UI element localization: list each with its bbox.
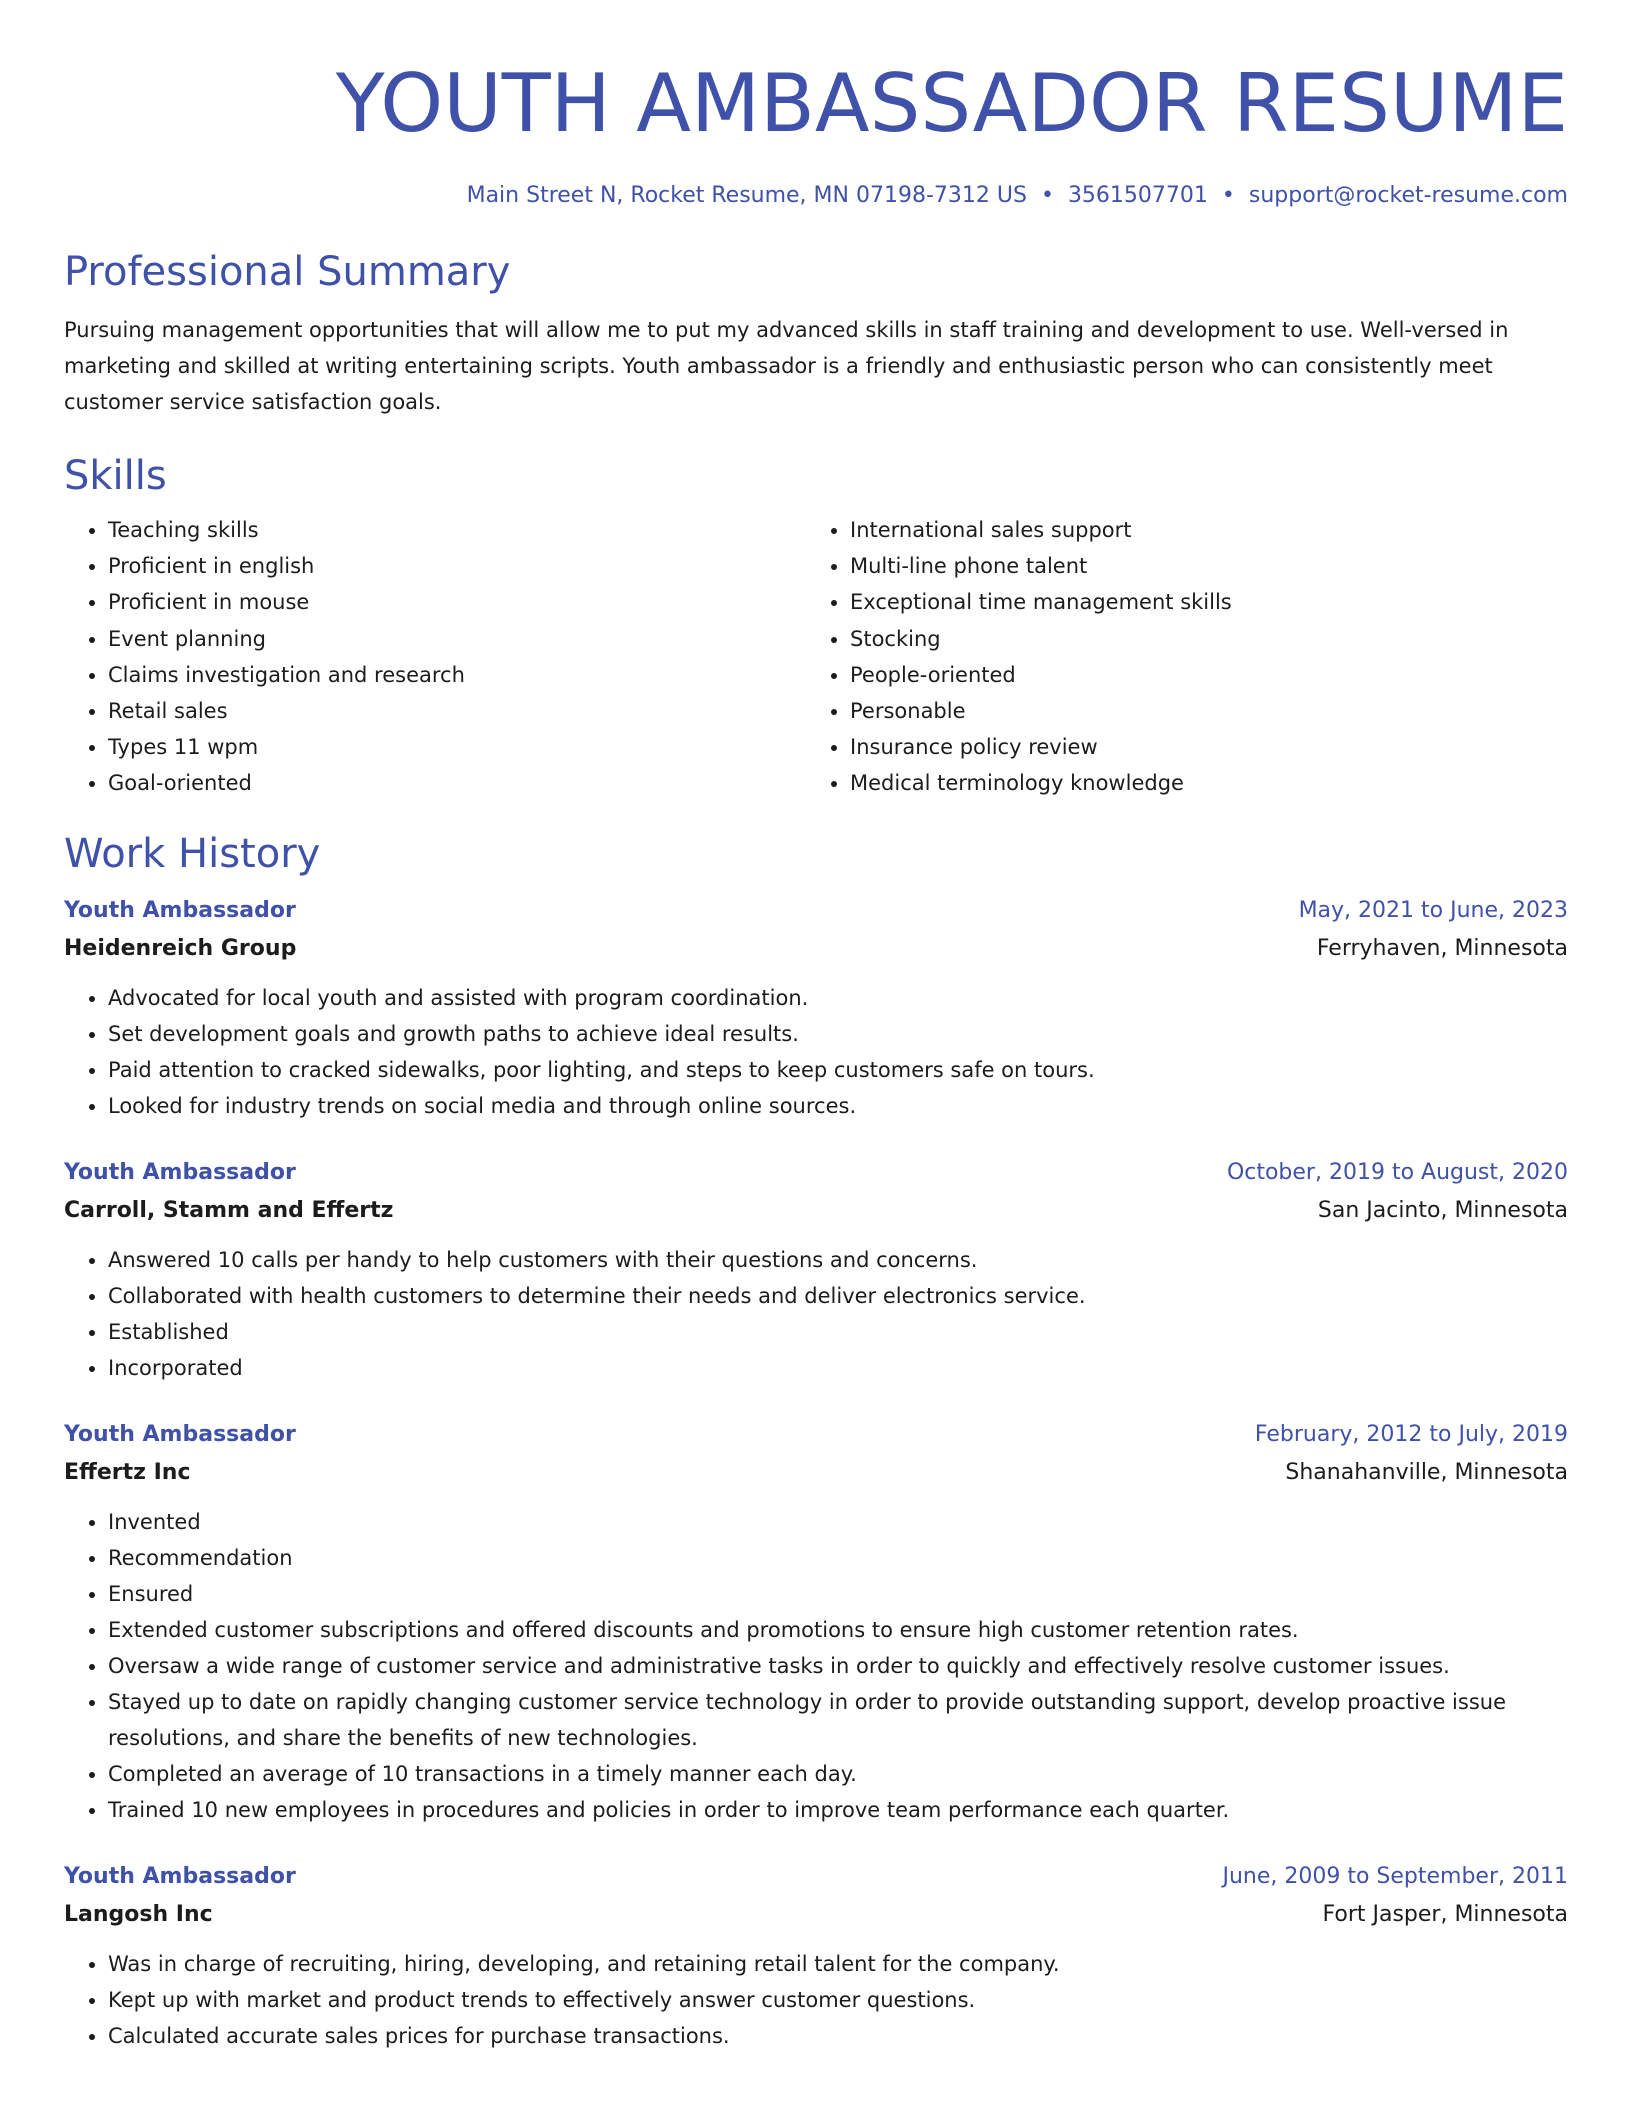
skill-item: • Event planning	[108, 621, 806, 657]
job-dates: February, 2012 to July, 2019	[1254, 1421, 1568, 1447]
job-title: Youth Ambassador	[64, 1863, 296, 1889]
job-title-row	[64, 1416, 1568, 1454]
job-bullets	[64, 1946, 1568, 2054]
contact-line	[64, 180, 1568, 212]
job-bullet: • Answered 10 calls per handy to help customers with their questions and concerns.	[108, 1242, 1568, 1278]
job-location: Fort Jasper, Minnesota	[1322, 1901, 1568, 1927]
job-company: Langosh Inc	[64, 1901, 213, 1927]
job-bullet: • Incorporated	[108, 1350, 1568, 1386]
resume-page	[64, 0, 1568, 2112]
job-location: San Jacinto, Minnesota	[1317, 1197, 1568, 1223]
skill-item: • Multi-line phone talent	[850, 548, 1568, 584]
job-bullet: • Set development goals and growth paths to achieve ideal results.	[108, 1016, 1568, 1052]
skill-item: • People-oriented	[850, 657, 1568, 693]
job-bullet: • Paid attention to cracked sidewalks, poor lighting, and steps to keep customers safe on tours.	[108, 1052, 1568, 1088]
skill-item: • Goal-oriented	[108, 765, 806, 801]
contact-phone: 3561507701	[1067, 183, 1208, 208]
skill-item: • Teaching skills	[108, 512, 806, 548]
job-bullet: • Stayed up to date on rapidly changing customer service technology in order to provide outstanding support, develop proactive issue resolutions, and share the benefits of new technologies.	[108, 1684, 1568, 1756]
job-bullet: • Established	[108, 1314, 1568, 1350]
work-history-heading: Work History	[64, 830, 321, 877]
skill-item: • Personable	[850, 693, 1568, 729]
skills-column-left	[64, 512, 806, 802]
job-bullet: • Oversaw a wide range of customer service and administrative tasks in order to quickly and effectively resolve customer issues.	[108, 1648, 1568, 1684]
skill-item: • Claims investigation and research	[108, 657, 806, 693]
job-bullet: • Advocated for local youth and assisted with program coordination.	[108, 980, 1568, 1016]
job-title: Youth Ambassador	[64, 1421, 296, 1447]
contact-address: Main Street N, Rocket Resume, MN 07198-7312 US	[466, 183, 1027, 208]
job-company: Effertz Inc	[64, 1459, 191, 1485]
job-bullet: • Collaborated with health customers to determine their needs and deliver electronics service.	[108, 1278, 1568, 1314]
job-bullet: • Kept up with market and product trends to effectively answer customer questions.	[108, 1982, 1568, 2018]
contact-email: support@rocket-resume.com	[1248, 183, 1568, 208]
skill-item: • International sales support	[850, 512, 1568, 548]
contact-separator: •	[1221, 183, 1235, 208]
job-bullet: • Extended customer subscriptions and offered discounts and promotions to ensure high customer retention rates.	[108, 1612, 1568, 1648]
skill-item: • Proficient in mouse	[108, 584, 806, 620]
job-company-row	[64, 1454, 1568, 1492]
job-company-row	[64, 1192, 1568, 1230]
contact-separator: •	[1040, 183, 1054, 208]
job-title-row	[64, 1858, 1568, 1896]
job-bullet: • Ensured	[108, 1576, 1568, 1612]
job-bullet: • Trained 10 new employees in procedures and policies in order to improve team performance each quarter.	[108, 1792, 1568, 1828]
job-location: Ferryhaven, Minnesota	[1316, 935, 1568, 961]
skill-item: • Medical terminology knowledge	[850, 765, 1568, 801]
job-company-row	[64, 1896, 1568, 1934]
job-location: Shanahanville, Minnesota	[1285, 1459, 1568, 1485]
job-bullet: • Was in charge of recruiting, hiring, developing, and retaining retail talent for the company.	[108, 1946, 1568, 1982]
skills-column-right	[806, 512, 1568, 802]
skill-item: • Insurance policy review	[850, 729, 1568, 765]
job-company: Heidenreich Group	[64, 935, 297, 961]
skill-item: • Stocking	[850, 621, 1568, 657]
job-entry	[64, 892, 1568, 1124]
job-company: Carroll, Stamm and Effertz	[64, 1197, 394, 1223]
skill-item: • Proficient in english	[108, 548, 806, 584]
job-dates: June, 2009 to September, 2011	[1222, 1863, 1568, 1889]
job-entry	[64, 1858, 1568, 2054]
skill-item: • Exceptional time management skills	[850, 584, 1568, 620]
skill-item: • Retail sales	[108, 693, 806, 729]
job-entry	[64, 1154, 1568, 1386]
resume-name: YOUTH AMBASSADOR RESUME	[335, 57, 1568, 150]
job-bullet: • Looked for industry trends on social media and through online sources.	[108, 1088, 1568, 1124]
job-bullets	[64, 980, 1568, 1124]
job-dates: October, 2019 to August, 2020	[1226, 1159, 1568, 1185]
job-bullets	[64, 1242, 1568, 1386]
job-bullet: • Recommendation	[108, 1540, 1568, 1576]
skills-heading: Skills	[64, 453, 167, 499]
job-title-row	[64, 892, 1568, 930]
job-dates: May, 2021 to June, 2023	[1298, 897, 1568, 923]
job-company-row	[64, 930, 1568, 968]
job-bullets	[64, 1504, 1568, 1828]
skills-list	[64, 512, 1568, 802]
job-bullet: • Invented	[108, 1504, 1568, 1540]
job-title: Youth Ambassador	[64, 897, 296, 923]
job-entry	[64, 1416, 1568, 1828]
job-bullet: • Calculated accurate sales prices for purchase transactions.	[108, 2018, 1568, 2054]
summary-heading: Professional Summary	[64, 249, 511, 295]
job-title: Youth Ambassador	[64, 1159, 296, 1185]
summary-text: Pursuing management opportunities that will allow me to put my advanced skills in staff training and development to use. Well-versed in marketing and skilled at writing entertaining scripts. Youth ambassador is a friendly and enthusiastic person who can consistently meet customer service satisfaction goals.	[64, 318, 1509, 414]
job-title-row	[64, 1154, 1568, 1192]
job-bullet: • Completed an average of 10 transactions in a timely manner each day.	[108, 1756, 1568, 1792]
skill-item: • Types 11 wpm	[108, 729, 806, 765]
